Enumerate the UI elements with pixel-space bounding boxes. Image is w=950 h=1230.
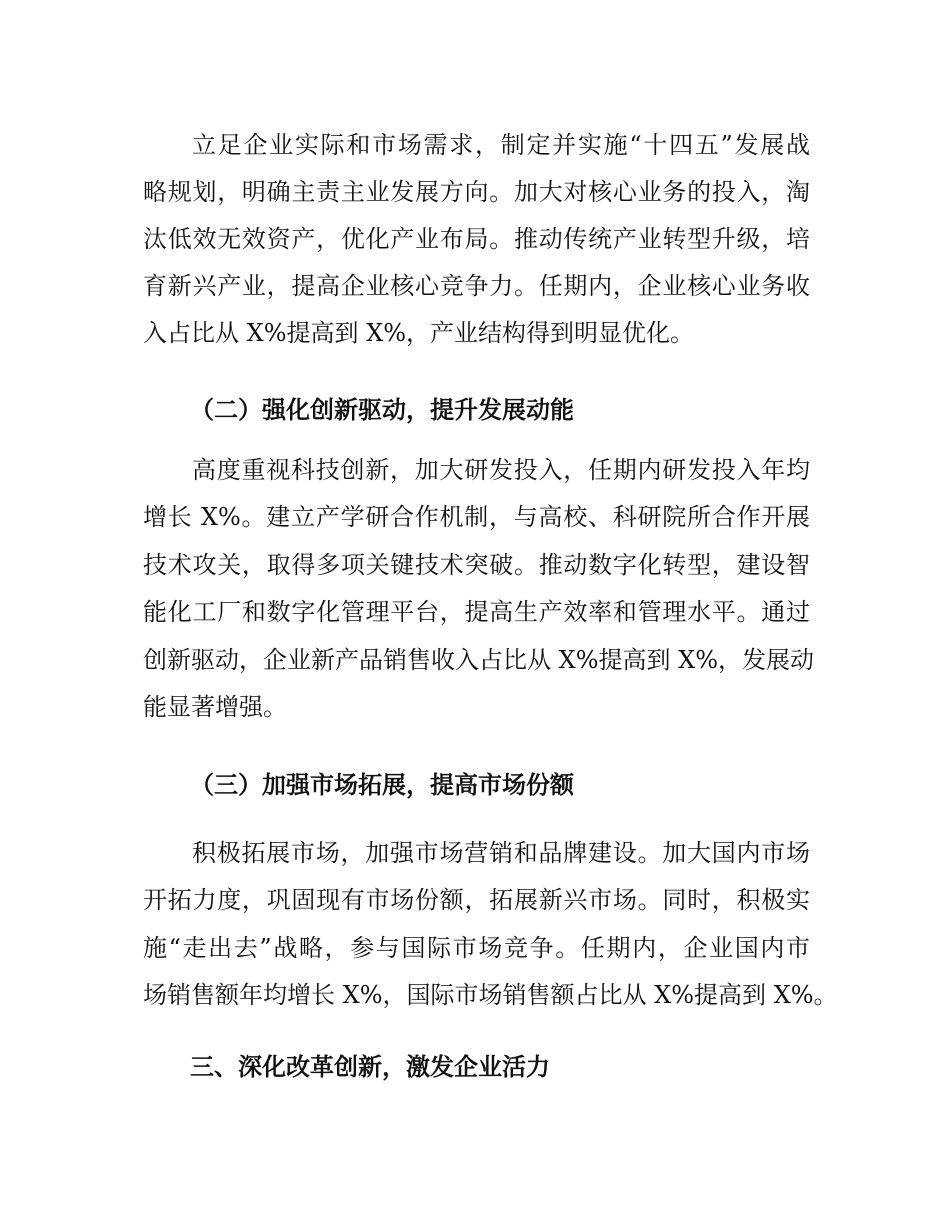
paragraph-line: 开拓力度，巩固现有市场份额，拓展新兴市场。同时，积极实 (143, 886, 810, 914)
paragraph-line: 施“走出去”战略，参与国际市场竞争。任期内，企业国内市 (143, 934, 810, 962)
paragraph-line: 高度重视科技创新，加大研发投入，任期内研发投入年均 (192, 456, 810, 484)
paragraph-line: 立足企业实际和市场需求，制定并实施“十四五”发展战 (192, 131, 810, 159)
paragraph-line: 创新驱动，企业新产品销售收入占比从 X%提高到 X%，发展动 (143, 646, 815, 674)
paragraph-line: 入占比从 X%提高到 X%，产业结构得到明显优化。 (143, 319, 695, 347)
paragraph-line: 积极拓展市场，加强市场营销和品牌建设。加大国内市场 (192, 839, 810, 867)
subsection-heading: （二）强化创新驱动，提升发展动能 (190, 396, 574, 424)
paragraph-line: 技术攻关，取得多项关键技术突破。推动数字化转型，建设智 (143, 551, 810, 579)
paragraph-line: 场销售额年均增长 X%，国际市场销售额占比从 X%提高到 X%。 (143, 981, 838, 1009)
paragraph-line: 育新兴产业，提高企业核心竞争力。任期内，企业核心业务收 (143, 272, 810, 300)
paragraph-line: 能显著增强。 (143, 693, 287, 721)
paragraph-line: 汰低效无效资产，优化产业布局。推动传统产业转型升级，培 (143, 225, 810, 253)
paragraph-line: 略规划，明确主责主业发展方向。加大对核心业务的投入，淘 (143, 178, 810, 206)
paragraph-line: 能化工厂和数字化管理平台，提高生产效率和管理水平。通过 (143, 598, 810, 626)
section-heading: 三、深化改革创新，激发企业活力 (190, 1053, 550, 1081)
subsection-heading: （三）加强市场拓展，提高市场份额 (190, 771, 574, 799)
paragraph-line: 增长 X%。建立产学研合作机制，与高校、科研院所合作开展 (143, 503, 810, 531)
